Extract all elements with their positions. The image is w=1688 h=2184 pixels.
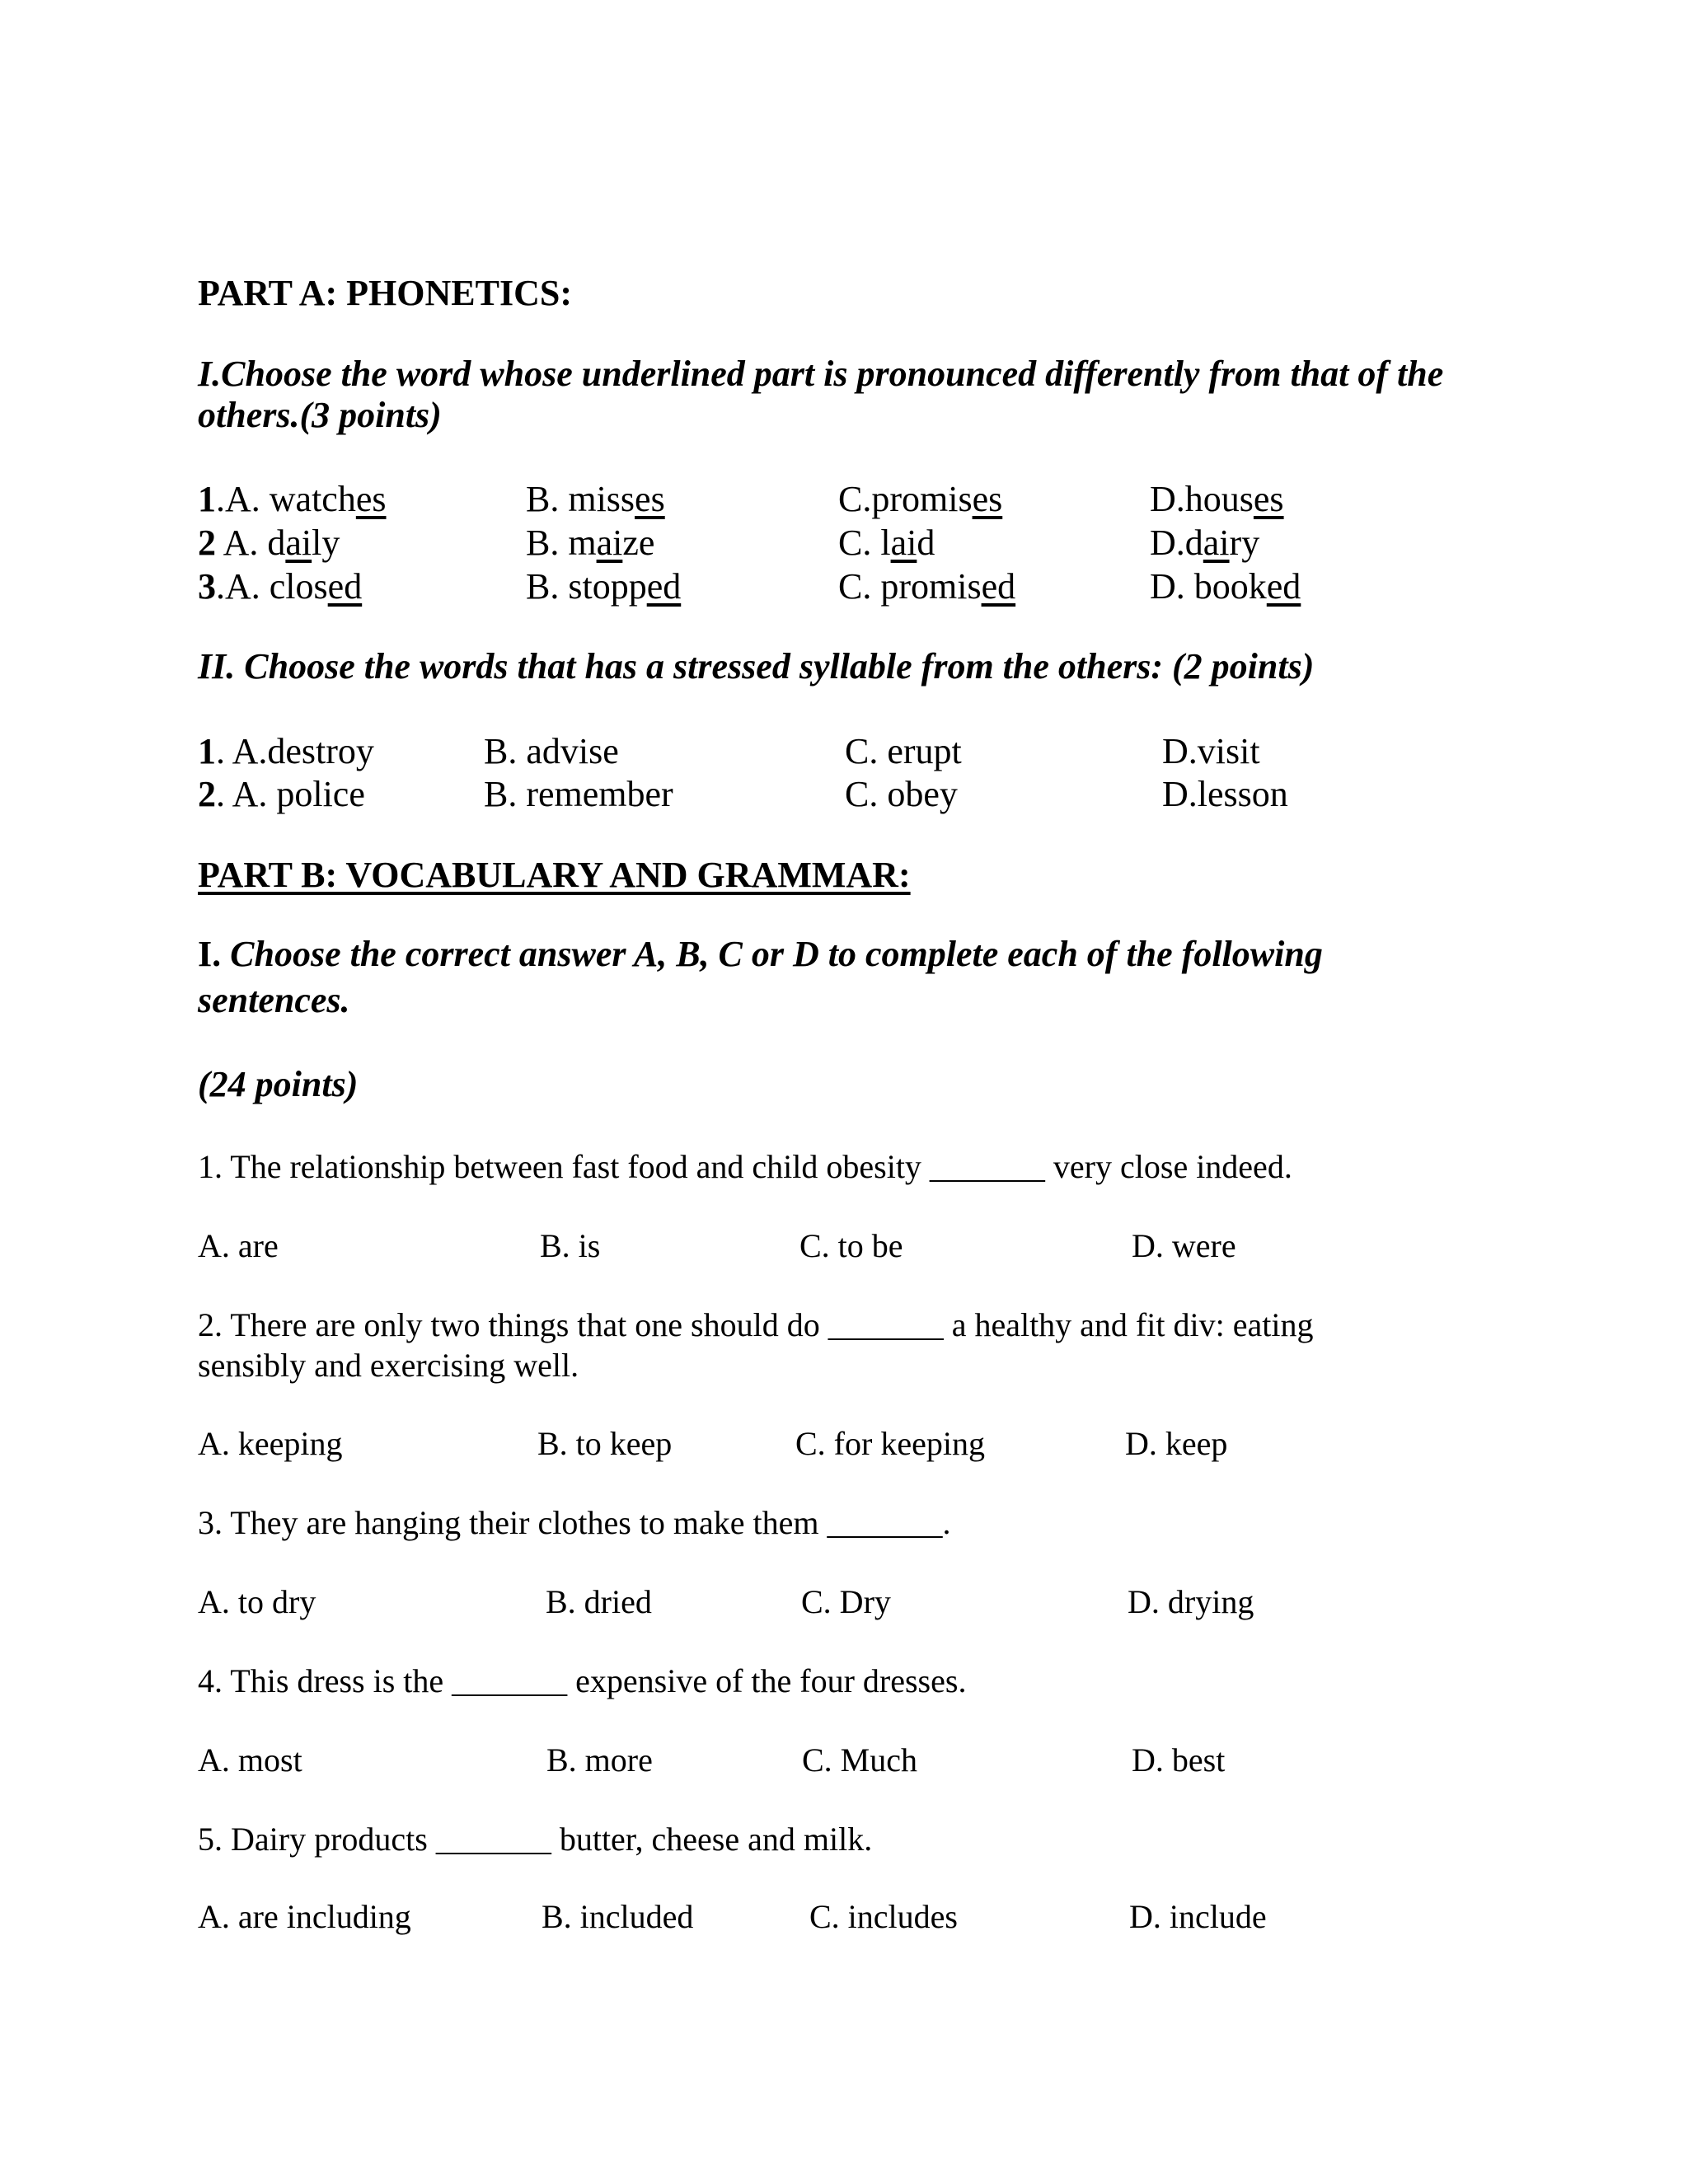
- stress-option-a: 1. A.destroy: [198, 731, 374, 771]
- question-3-text: 3. They are hanging their clothes to make them _______.: [198, 1504, 951, 1541]
- phonetics-option-a: 2 A. daily: [198, 523, 340, 563]
- question-1-option-d[interactable]: D. were: [1132, 1227, 1236, 1264]
- phonetics-option-d: D. booked: [1150, 566, 1301, 607]
- part-b-section1-instruction-line1: I. Choose the correct answer A, B, C or D to complete each of the following: [198, 934, 1323, 974]
- phonetics-option-c: C.promises: [838, 479, 1003, 519]
- question-4-option-b[interactable]: B. more: [546, 1741, 653, 1779]
- phonetics-option-b: B. misses: [526, 479, 665, 519]
- question-1-option-a[interactable]: A. are: [198, 1227, 279, 1264]
- question-2-option-d[interactable]: D. keep: [1125, 1425, 1228, 1462]
- question-2-text-cont: sensibly and exercising well.: [198, 1347, 579, 1384]
- question-4-text: 4. This dress is the _______ expensive of the four dresses.: [198, 1662, 967, 1699]
- question-5-option-d[interactable]: D. include: [1129, 1898, 1267, 1935]
- question-3-option-a[interactable]: A. to dry: [198, 1583, 316, 1620]
- part-b-section1-points: (24 points): [198, 1064, 359, 1104]
- phonetics-option-d: D.dairy: [1150, 523, 1260, 563]
- question-4-option-d[interactable]: D. best: [1132, 1741, 1226, 1779]
- question-5-option-a[interactable]: A. are including: [198, 1898, 411, 1935]
- question-5-option-b[interactable]: B. included: [542, 1898, 694, 1935]
- question-4-option-c[interactable]: C. Much: [802, 1741, 917, 1779]
- question-2-option-a[interactable]: A. keeping: [198, 1425, 343, 1462]
- phonetics-option-a: 1.A. watches: [198, 479, 387, 519]
- phonetics-option-d: D.houses: [1150, 479, 1284, 519]
- stress-option-d: D.lesson: [1162, 774, 1288, 814]
- question-4-option-a[interactable]: A. most: [198, 1741, 302, 1779]
- stress-option-c: C. obey: [845, 774, 958, 814]
- part-a-section1-instruction-line1: I.Choose the word whose underlined part is pronounced differently from that of the: [198, 354, 1444, 394]
- question-2-text: 2. There are only two things that one should do _______ a healthy and fit div: eating: [198, 1306, 1314, 1343]
- question-3-option-c[interactable]: C. Dry: [801, 1583, 891, 1620]
- part-a-section1-instruction-line2: others.(3 points): [198, 395, 442, 435]
- part-a-title: PART A: PHONETICS:: [198, 273, 572, 313]
- part-a-section2-instruction: II. Choose the words that has a stressed syllable from the others: (2 points): [198, 646, 1315, 687]
- stress-option-a: 2. A. police: [198, 774, 365, 814]
- question-2-option-c[interactable]: C. for keeping: [795, 1425, 985, 1462]
- question-1-option-c[interactable]: C. to be: [799, 1227, 903, 1264]
- phonetics-option-a: 3.A. closed: [198, 566, 363, 607]
- question-1-option-b[interactable]: B. is: [540, 1227, 601, 1264]
- question-5-option-c[interactable]: C. includes: [809, 1898, 958, 1935]
- question-3-option-d[interactable]: D. drying: [1128, 1583, 1254, 1620]
- question-3-option-b[interactable]: B. dried: [546, 1583, 652, 1620]
- question-1-text: 1. The relationship between fast food and child obesity _______ very close indeed.: [198, 1148, 1292, 1185]
- stress-option-c: C. erupt: [845, 731, 962, 771]
- question-2-option-b[interactable]: B. to keep: [537, 1425, 673, 1462]
- question-5-text: 5. Dairy products _______ butter, cheese and milk.: [198, 1821, 873, 1858]
- stress-option-b: B. advise: [484, 731, 619, 771]
- part-b-title: PART B: VOCABULARY AND GRAMMAR:: [198, 855, 911, 895]
- phonetics-option-c: C. promised: [838, 566, 1016, 607]
- stress-option-b: B. remember: [484, 774, 673, 814]
- part-b-section1-instruction-line2: sentences.: [198, 980, 350, 1020]
- phonetics-option-b: B. stopped: [526, 566, 682, 607]
- stress-option-d: D.visit: [1162, 731, 1260, 771]
- phonetics-option-c: C. laid: [838, 523, 935, 563]
- phonetics-option-b: B. maize: [526, 523, 655, 563]
